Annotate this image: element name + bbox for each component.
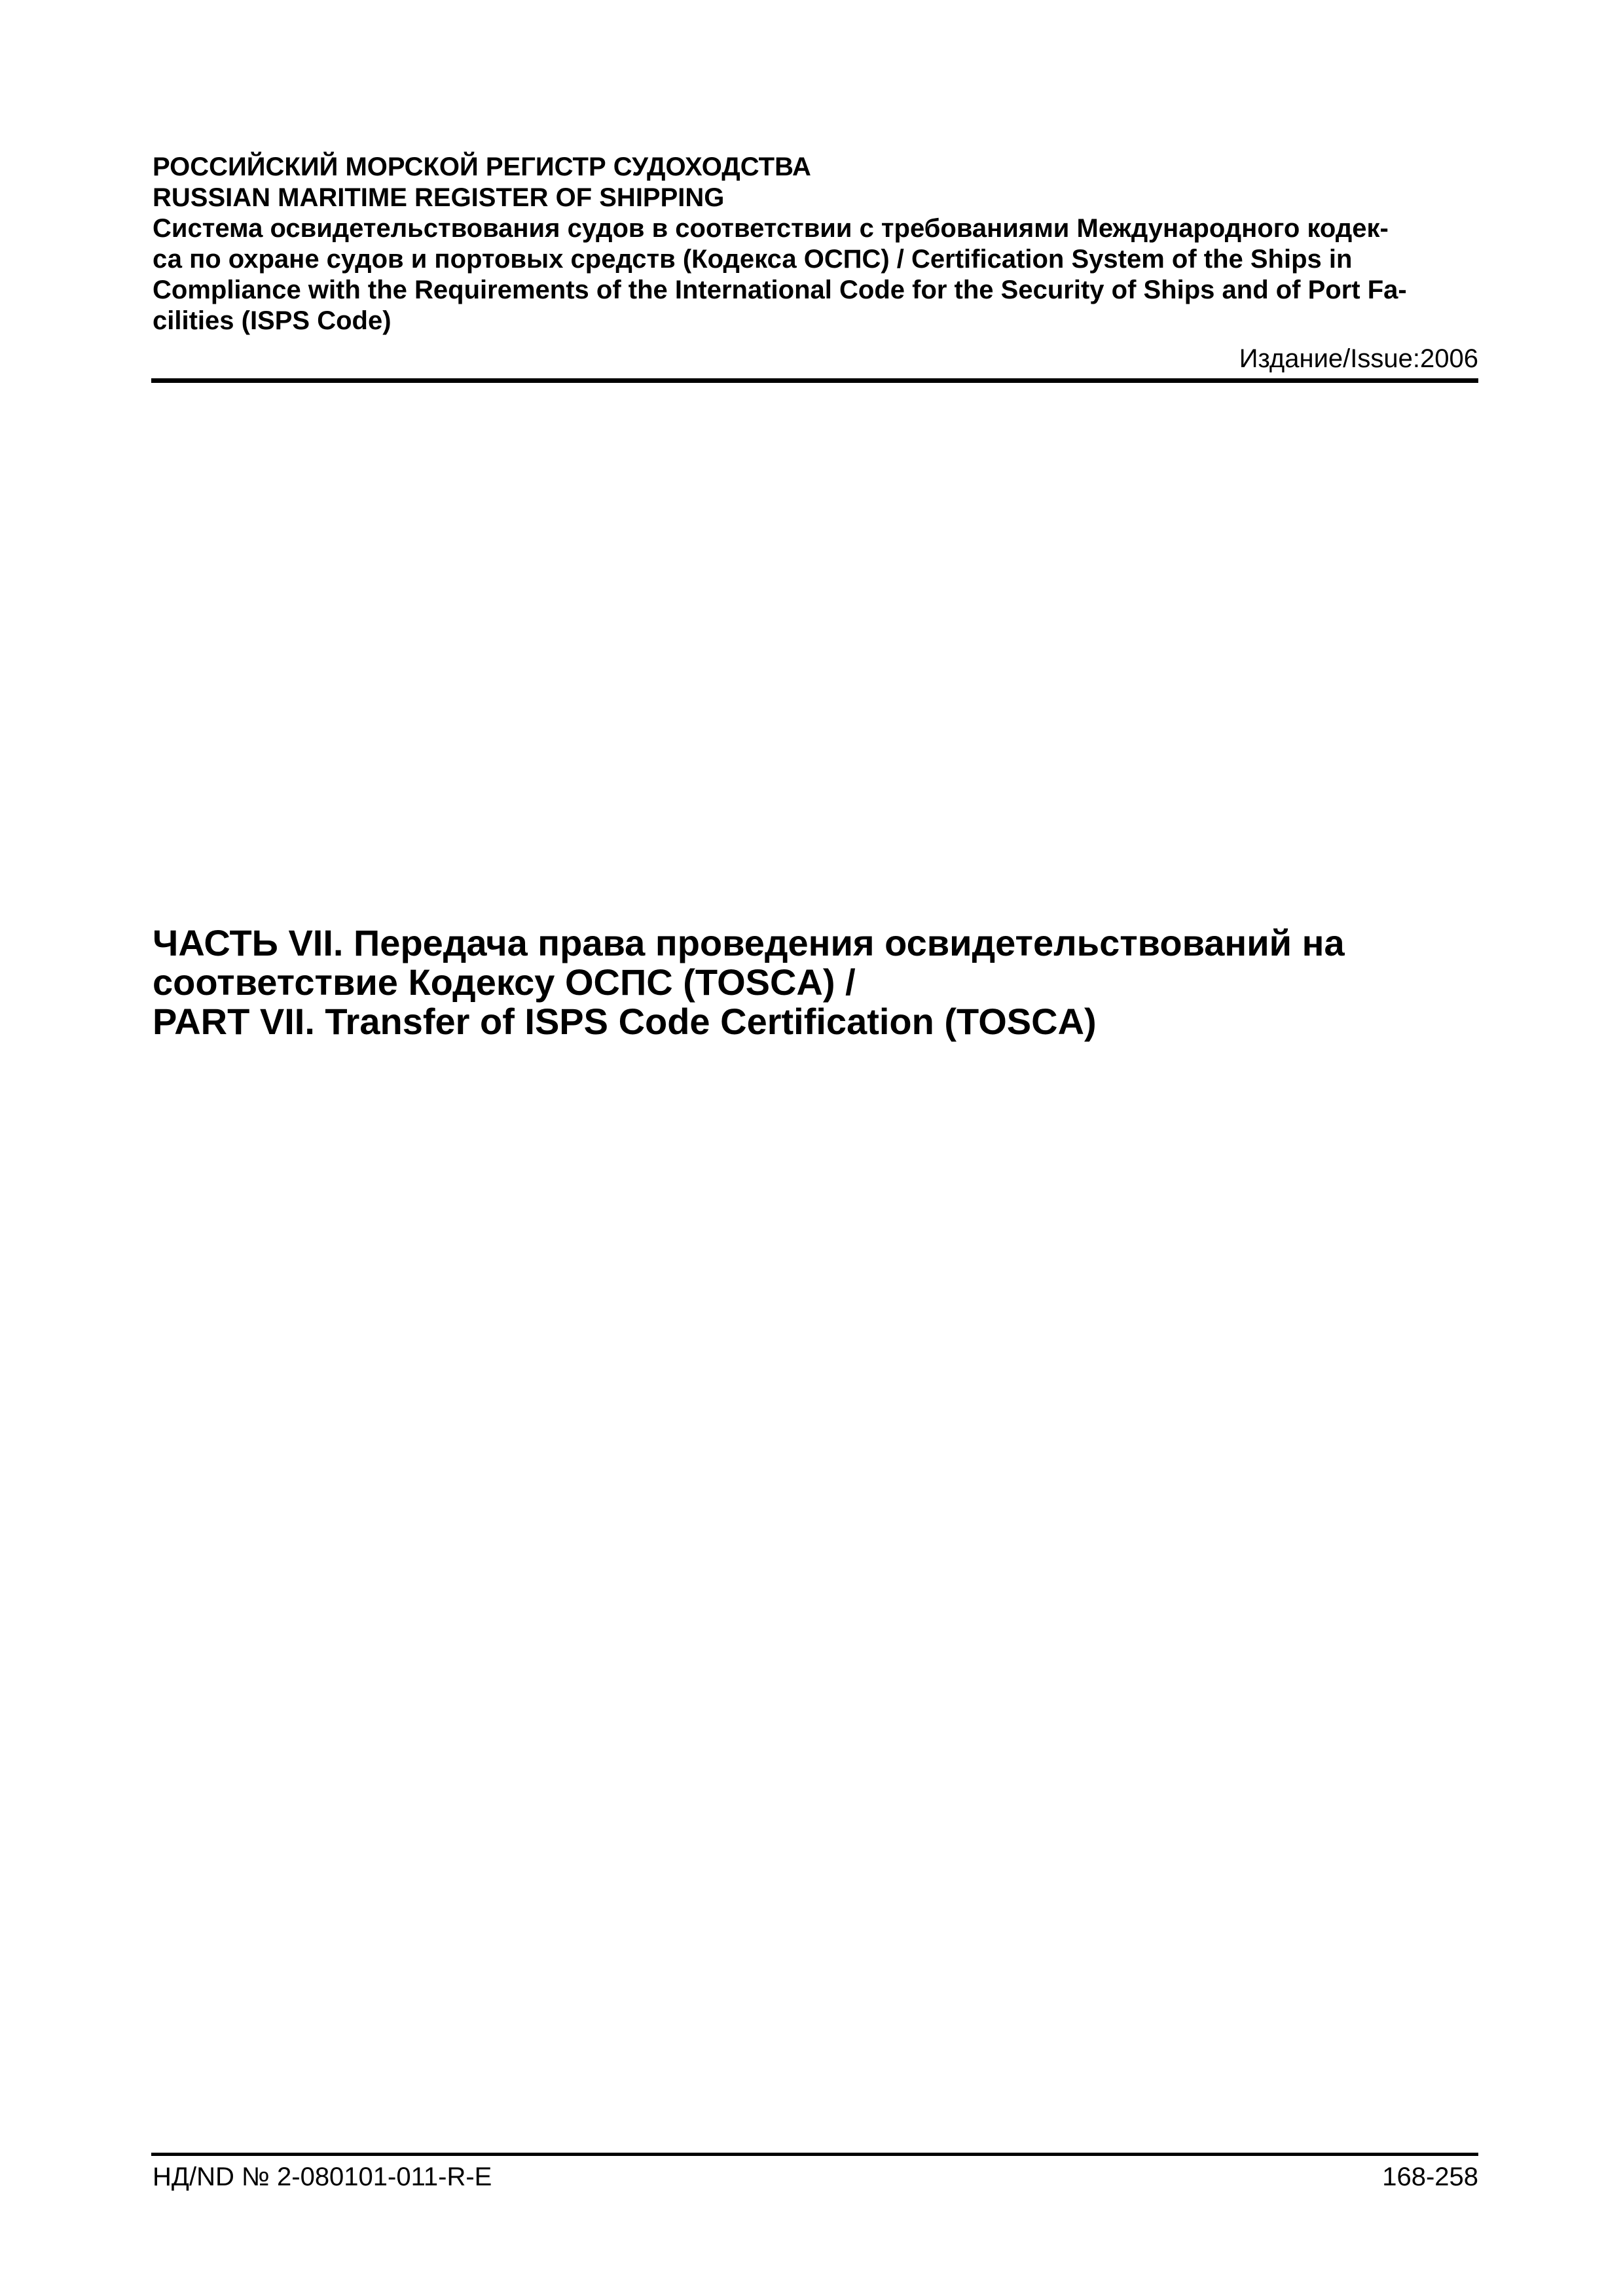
part-title-line: ЧАСТЬ VII. Передача права проведения освидетельствований на xyxy=(153,922,1345,963)
part-title-line: соответствие Кодексу ОСПС (TOSCA) / xyxy=(153,961,856,1003)
footer-divider xyxy=(151,2153,1478,2156)
document-number: НД/ND № 2-080101-011-R-E xyxy=(153,2162,492,2191)
document-title-line: Система освидетельствования судов в соответствии с требованиями Международного кодек- xyxy=(153,214,1389,243)
page-number: 168-258 xyxy=(1382,2162,1478,2191)
header-divider xyxy=(151,378,1478,383)
part-title-line: PART VII. Transfer of ISPS Code Certification (TOSCA) xyxy=(153,1001,1097,1042)
document-title-line: са по охране судов и портовых средств (Кодекса ОСПС) / Certification System of the Ships in xyxy=(153,245,1353,274)
page-header xyxy=(153,152,1475,336)
document-title-line: cilities (ISPS Code) xyxy=(153,306,392,335)
document-title-line: Compliance with the Requirements of the International Code for the Security of Ships and of Port Fa- xyxy=(153,276,1407,304)
organization-name-en: RUSSIAN MARITIME REGISTER OF SHIPPING xyxy=(153,183,725,212)
issue-label: Издание/Issue:2006 xyxy=(1239,344,1478,373)
part-title xyxy=(153,924,1488,1041)
document-title xyxy=(153,213,1475,336)
organization-name-ru: РОССИЙСКИЙ МОРСКОЙ РЕГИСТР СУДОХОДСТВА xyxy=(153,152,811,181)
